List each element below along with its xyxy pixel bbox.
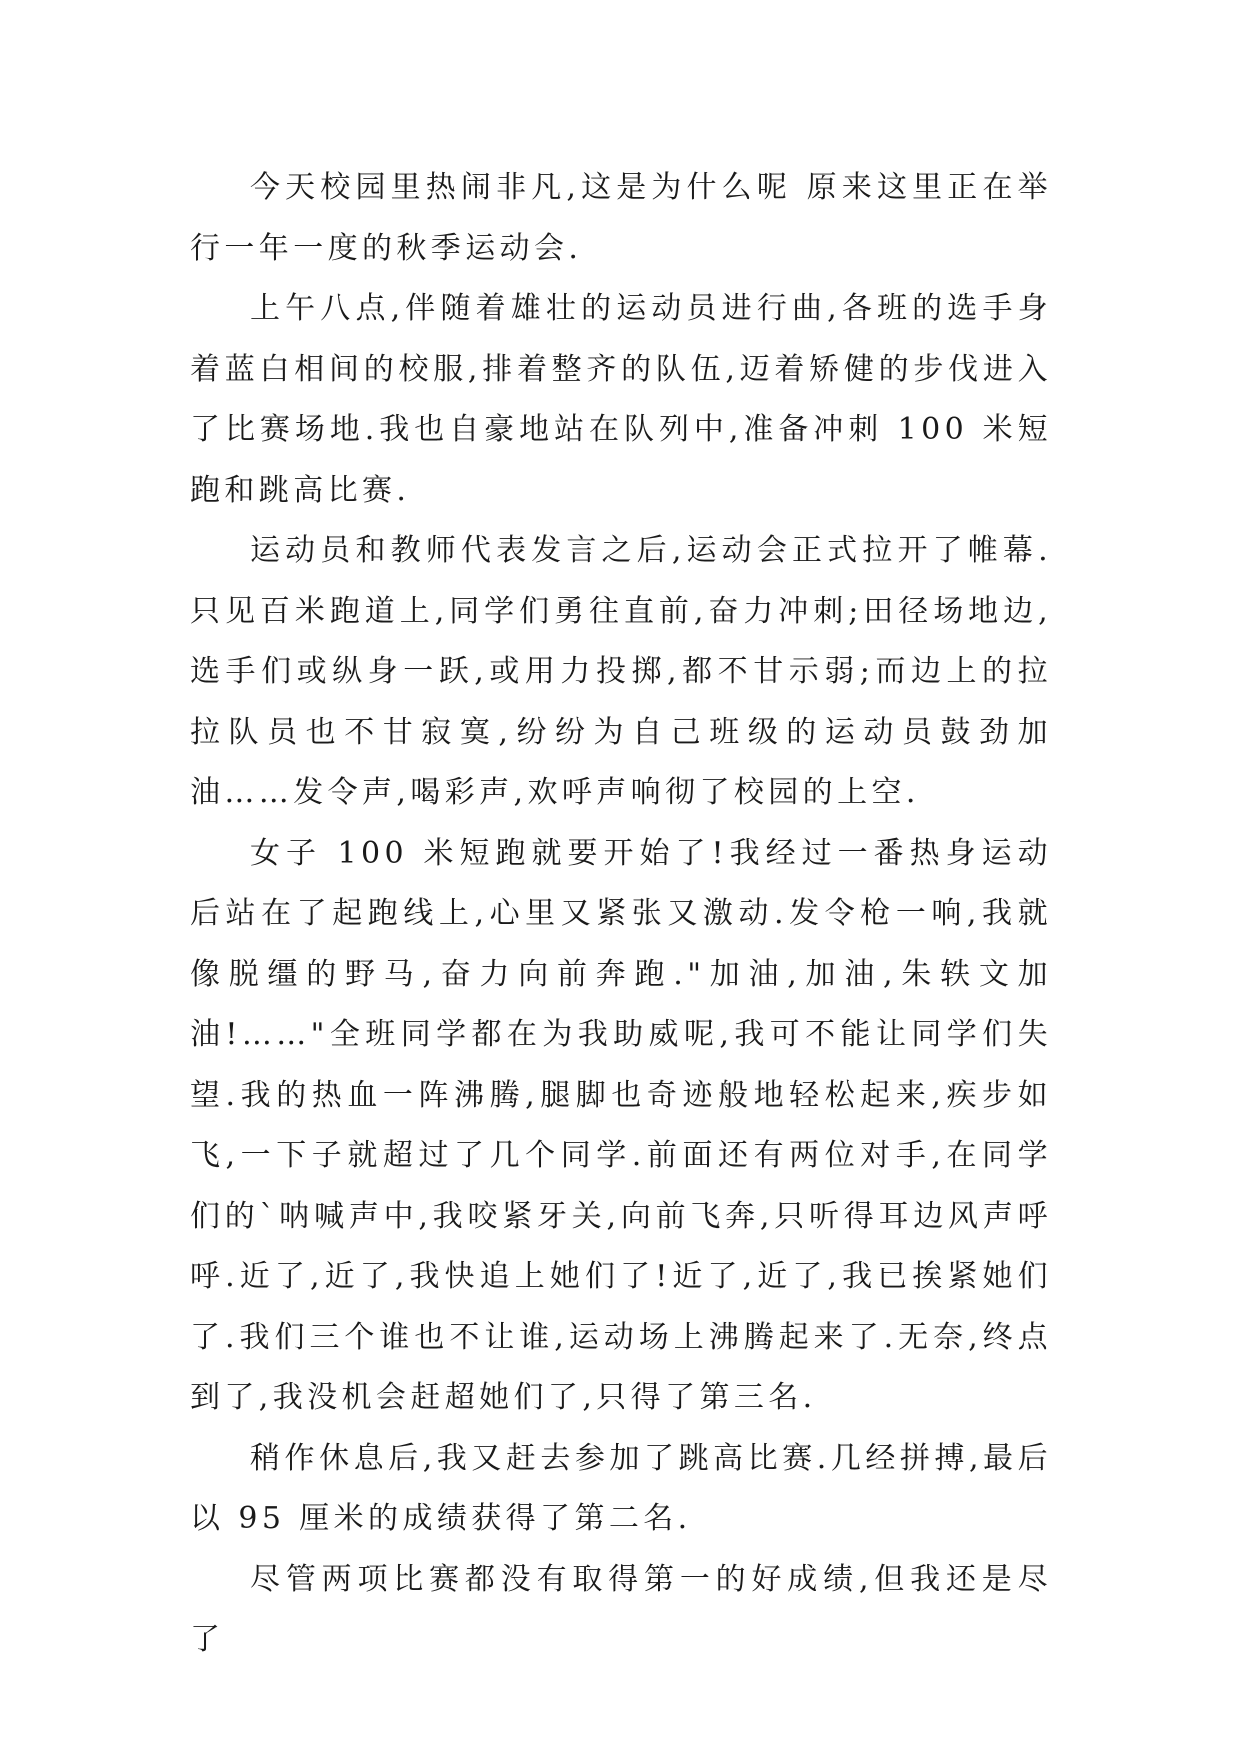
paragraph-4: 女子 100 米短跑就要开始了!我经过一番热身运动后站在了起跑线上,心里又紧张又激动.发令枪一响,我就像脱缰的野马,奋力向前奔跑."加油,加油,朱轶文加油!……"全班同学都在为我助威呢,我可不能让同学们失望.我的热血一阵沸腾,腿脚也奇迹般地轻松起来,疾步如飞,一下子就超过了几个同学.前面还有两位对手,在同学们的`呐喊声中,我咬紧牙关,向前飞奔,只听得耳边风声呼呼.近了,近了,我快追上她们了!近了,近了,我已挨紧她们了.我们三个谁也不让谁,运动场上沸腾起来了.无奈,终点到了,我没机会赶超她们了,只得了第三名. [190,835,1052,1415]
paragraph-6: 尽管两项比赛都没有取得第一的好成绩,但我还是尽了 [190,1561,1052,1657]
paragraph-5: 稍作休息后,我又赶去参加了跳高比赛.几经拼搏,最后以 95 厘米的成绩获得了第二名. [190,1440,1052,1536]
paragraph-3: 运动员和教师代表发言之后,运动会正式拉开了帷幕.只见百米跑道上,同学们勇往直前,奋力冲刺;田径场地边,选手们或纵身一跃,或用力投掷,都不甘示弱;而边上的拉拉队员也不甘寂寞,纷纷为自己班级的运动员鼓劲加油……发令声,喝彩声,欢呼声响彻了校园的上空. [190,533,1052,810]
document-body [190,158,1052,1671]
paragraph-2: 上午八点,伴随着雄壮的运动员进行曲,各班的选手身着蓝白相间的校服,排着整齐的队伍,迈着矫健的步伐进入了比赛场地.我也自豪地站在队列中,准备冲刺 100 米短跑和跳高比赛. [190,291,1052,508]
paragraph-1: 今天校园里热闹非凡,这是为什么呢 原来这里正在举行一年一度的秋季运动会. [190,170,1052,266]
